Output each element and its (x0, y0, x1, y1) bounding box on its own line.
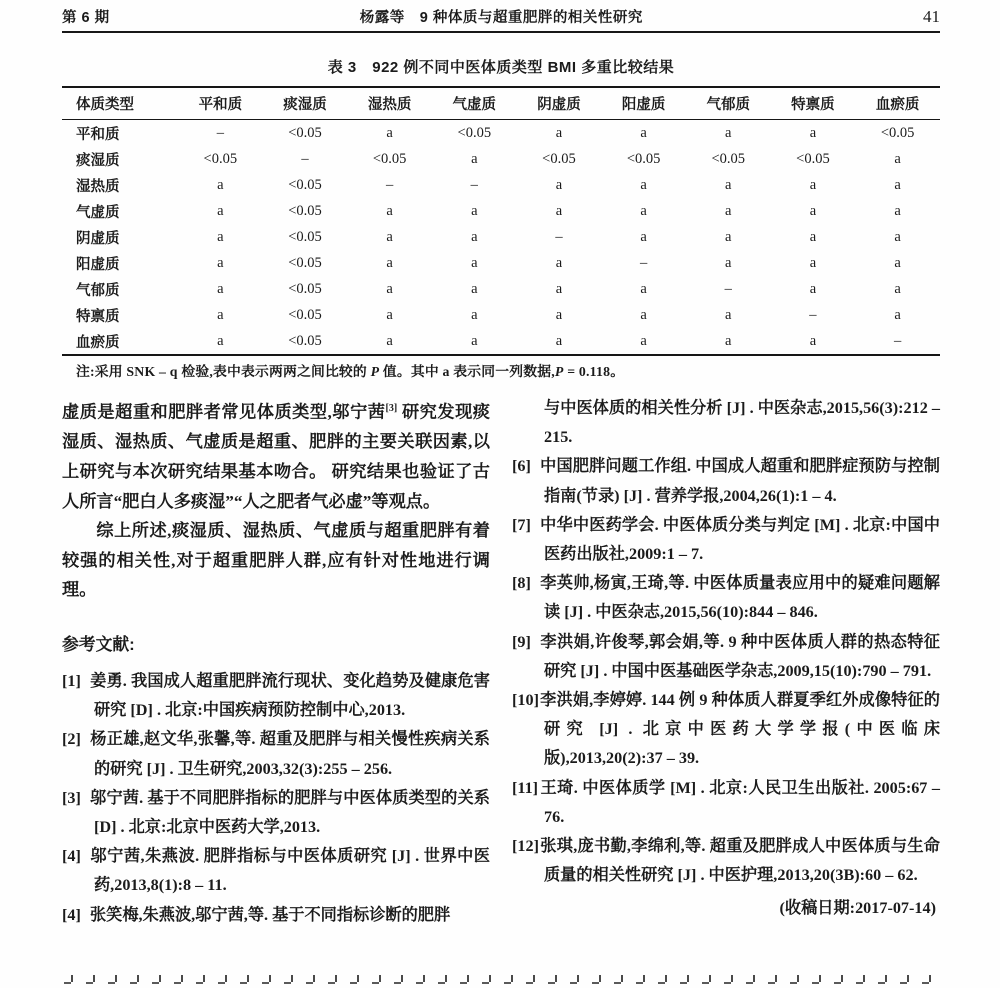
page-number: 41 (923, 7, 940, 26)
table-column-header: 阳虚质 (601, 87, 686, 120)
table-cell: a (809, 176, 817, 193)
table-cell: a (386, 124, 393, 141)
table-cell: – (809, 306, 817, 323)
paragraph-text: 研究发现痰湿质、湿热质、气虚质是超重、肥胖的主要关联因素,以上研究与本次研究结果基本吻合。 研究结果也验证了古人所言“肥白人多痰湿”“人之肥者气必虚”等观点。 (62, 402, 490, 511)
row-label: 气郁质 (76, 282, 120, 299)
table-row (62, 224, 940, 250)
reference-item (62, 842, 490, 900)
table-cell: <0.05 (288, 228, 322, 245)
note-text: 注:采用 SNK – q 检验,表中表示两两之间比较的 (76, 364, 371, 379)
table-cell: <0.05 (203, 150, 238, 167)
table-cell: a (555, 176, 563, 193)
reference-number: [3] (62, 788, 81, 807)
right-column (512, 394, 940, 930)
reference-text: 张琪,庞书勤,李绵利,等. 超重及肥胖成人中医体质与生命质量的相关性研究 [J] . 中医护理,2013,20(3B):60 – 62. (540, 837, 940, 885)
reference-text: 姜勇. 我国成人超重肥胖流行现状、变化趋势及健康危害研究 [D] . 北京:中国疾病预防控制中心,2013. (90, 671, 490, 720)
table-cell: <0.05 (796, 150, 830, 167)
row-label: 气虚质 (76, 204, 120, 221)
reference-text: 中华中医药学会. 中医体质分类与判定 [M] . 北京:中国中医药出版社,2009:1 – 7. (540, 515, 940, 564)
table-cell: a (217, 306, 224, 323)
table-cell: a (640, 228, 647, 245)
left-column (62, 394, 490, 930)
reference-number: [7] (512, 515, 531, 534)
table-cell: a (386, 254, 393, 271)
table-cell: – (216, 124, 224, 141)
note-text: = 0.118。 (563, 364, 625, 379)
row-label: 痰湿质 (76, 152, 120, 169)
table-cell: a (725, 228, 732, 245)
table-row (62, 172, 940, 198)
table-cell: a (809, 228, 817, 245)
table-cell: <0.05 (372, 150, 407, 167)
table-cell: a (471, 280, 478, 297)
table-row (62, 302, 940, 328)
reference-item (62, 725, 490, 783)
reference-number: [4] (62, 847, 81, 866)
table-cell: a (386, 228, 393, 245)
table-cell: <0.05 (288, 176, 322, 193)
row-label: 血瘀质 (76, 334, 120, 351)
table-cell: a (217, 202, 224, 219)
table-row (62, 276, 940, 302)
table-cell: a (471, 306, 478, 323)
running-head (62, 6, 940, 27)
table-cell: a (471, 202, 478, 219)
bmi-comparison-table (62, 86, 940, 356)
table-cell: a (809, 202, 817, 219)
table-cell: a (640, 176, 647, 193)
table-cell: a (809, 124, 817, 141)
note-text: 值。其中 a 表示同一列数据, (379, 364, 555, 379)
table-cell: <0.05 (457, 124, 492, 141)
discussion-paragraph-2: 综上所述,痰湿质、湿热质、气虚质与超重肥胖有着较强的相关性,对于超重肥胖人群,应有针对性地进行调理。 (62, 521, 490, 600)
references-left-list (62, 667, 490, 930)
reference-number: [1] (62, 671, 81, 690)
citation-superscript: [3] (385, 403, 398, 414)
table-cell: a (809, 254, 817, 271)
table-cell: a (217, 228, 224, 245)
table-cell: a (725, 254, 732, 271)
table-cell: a (217, 254, 224, 271)
table-cell: <0.05 (288, 306, 322, 323)
table-cell: a (217, 280, 224, 297)
reference-number: [9] (512, 632, 531, 651)
table-cell: a (386, 280, 393, 297)
table-cell: a (640, 306, 647, 323)
reference-item (512, 628, 940, 686)
table-cell: – (894, 332, 902, 349)
row-label: 阳虚质 (76, 256, 120, 273)
table-caption: 表 3 922 例不同中医体质类型 BMI 多重比较结果 (327, 59, 675, 76)
table-cell: – (470, 176, 478, 193)
row-label: 阴虚质 (76, 230, 120, 247)
reference-number: [10] (512, 691, 539, 710)
table-cell: a (386, 202, 393, 219)
table-column-header: 湿热质 (347, 87, 432, 120)
table-note (76, 360, 936, 380)
table-cell: <0.05 (288, 280, 322, 297)
table-cell: – (301, 150, 309, 167)
table-cell: a (894, 306, 901, 323)
table-cell: a (640, 332, 647, 349)
table-column-header: 血瘀质 (855, 87, 940, 120)
row-label: 湿热质 (76, 178, 120, 195)
reference-number: [8] (512, 574, 531, 593)
table-row (62, 328, 940, 355)
table-cell: a (894, 202, 901, 219)
reference-item (62, 784, 490, 842)
table-cell: a (894, 150, 901, 167)
reference-item (512, 686, 940, 774)
table-cell: – (386, 176, 394, 193)
reference-item (62, 901, 490, 930)
table-row (62, 120, 940, 147)
table-row (62, 250, 940, 276)
table-cell: a (640, 280, 647, 297)
table-cell: a (809, 332, 817, 349)
table-column-header: 平和质 (178, 87, 263, 120)
reference-number: [2] (62, 730, 81, 749)
table-cell: a (725, 176, 732, 193)
row-label: 特禀质 (76, 308, 120, 325)
table-column-header: 特禀质 (771, 87, 856, 120)
references-heading: 参考文献: (62, 634, 135, 654)
table-cell: – (555, 228, 563, 245)
table-cell: <0.05 (288, 124, 322, 141)
header-rule (62, 31, 940, 33)
reference-item (512, 452, 940, 510)
table-column-header: 体质类型 (62, 87, 178, 120)
reference-item (512, 569, 940, 627)
table-cell: <0.05 (880, 124, 915, 141)
reference-text: 张笑梅,朱燕波,邬宁茜,等. 基于不同指标诊断的肥胖 (90, 905, 451, 924)
table-cell: <0.05 (288, 332, 322, 349)
paragraph-text: 虚质是超重和肥胖者常见体质类型,邬宁茜 (62, 402, 386, 422)
table-cell: <0.05 (288, 202, 322, 219)
table-cell: a (640, 202, 647, 219)
page-bottom-cutoff-artifact (62, 975, 940, 984)
table-cell: a (386, 306, 393, 323)
table-cell: a (894, 254, 901, 271)
table-cell: a (894, 280, 901, 297)
table-cell: a (555, 306, 563, 323)
reference-number: [12] (512, 837, 539, 856)
table-cell: a (555, 202, 563, 219)
reference-item (512, 832, 940, 890)
reference-text: 杨正雄,赵文华,张馨,等. 超重及肥胖与相关慢性疾病关系的研究 [J] . 卫生研究,2003,32(3):255 – 256. (90, 730, 490, 778)
table-cell: a (894, 176, 901, 193)
table-header (62, 87, 940, 120)
table-column-header: 痰湿质 (263, 87, 348, 120)
table-row (62, 198, 940, 224)
reference-number: [6] (512, 457, 531, 476)
reference-text: 王琦. 中医体质学 [M] . 北京:人民卫生出版社. 2005:67 – 76. (540, 778, 940, 826)
p-variable: P (554, 364, 564, 379)
two-column-body (62, 394, 940, 930)
table-cell: a (640, 124, 647, 141)
table-cell: a (555, 332, 563, 349)
table-cell: a (725, 306, 732, 323)
table-cell: a (725, 332, 732, 349)
table-cell: a (217, 176, 224, 193)
reference-item (512, 394, 940, 452)
table-cell: a (471, 228, 478, 245)
table-cell: a (725, 124, 732, 141)
reference-item (512, 774, 940, 832)
discussion-paragraph-1 (62, 394, 490, 516)
table-cell: a (809, 280, 817, 297)
references-right-list (512, 394, 940, 890)
reference-text: 与中医体质的相关性分析 [J] . 中医杂志,2015,56(3):212 – 215. (544, 399, 940, 447)
issue-label: 第 6 期 (62, 10, 110, 26)
running-title: 杨露等 9 种体质与超重肥胖的相关性研究 (359, 10, 643, 26)
table-cell: a (217, 332, 224, 349)
table-cell: a (471, 254, 478, 271)
reference-text: 邬宁茜. 基于不同肥胖指标的肥胖与中医体质类型的关系 [D] . 北京:北京中医药大学,2013. (90, 788, 490, 836)
table-body (62, 120, 940, 356)
table-cell: – (639, 254, 648, 271)
table-cell: <0.05 (626, 150, 661, 167)
table-header-row (62, 87, 940, 120)
table-cell: a (471, 332, 478, 349)
table-cell: <0.05 (542, 150, 576, 167)
table-cell: a (555, 280, 563, 297)
reference-number: [11] (512, 778, 539, 797)
table-column-header: 气郁质 (686, 87, 771, 120)
reference-text: 李洪娟,许俊琴,郭会娟,等. 9 种中医体质人群的热态特征研究 [J] . 中国中医基础医学杂志,2009,15(10):790 – 791. (540, 632, 940, 680)
table-column-header: 阴虚质 (517, 87, 602, 120)
reference-item (512, 511, 940, 569)
table-row (62, 146, 940, 172)
table-cell: a (725, 202, 732, 219)
received-date: (收稿日期:2017-07-14) (779, 899, 936, 918)
reference-text: 中国肥胖问题工作组. 中国成人超重和肥胖症预防与控制指南(节录) [J] . 营养学报,2004,26(1):1 – 4. (540, 457, 940, 505)
table-cell: a (386, 332, 393, 349)
table-cell: a (471, 150, 478, 167)
table-column-header: 气虚质 (432, 87, 517, 120)
table-cell: <0.05 (711, 150, 746, 167)
reference-text: 邬宁茜,朱燕波. 肥胖指标与中医体质研究 [J] . 世界中医药,2013,8(1):8 – 11. (90, 847, 490, 895)
p-variable: P (370, 364, 380, 379)
row-label: 平和质 (76, 126, 120, 143)
reference-text: 李洪娟,李婷婷. 144 例 9 种体质人群夏季红外成像特征的研究 [J] . 北京中医药大学学报(中医临床版),2013,20(2):37 – 39. (540, 691, 940, 768)
reference-number: [4] (62, 905, 81, 924)
table-cell: <0.05 (288, 254, 322, 271)
table-cell: a (555, 254, 563, 271)
table-cell: a (894, 228, 901, 245)
table-cell: – (724, 280, 732, 297)
reference-text: 李英帅,杨寅,王琦,等. 中医体质量表应用中的疑难问题解读 [J] . 中医杂志,2015,56(10):844 – 846. (540, 574, 940, 622)
table-cell: a (555, 124, 563, 141)
reference-item (62, 667, 490, 725)
